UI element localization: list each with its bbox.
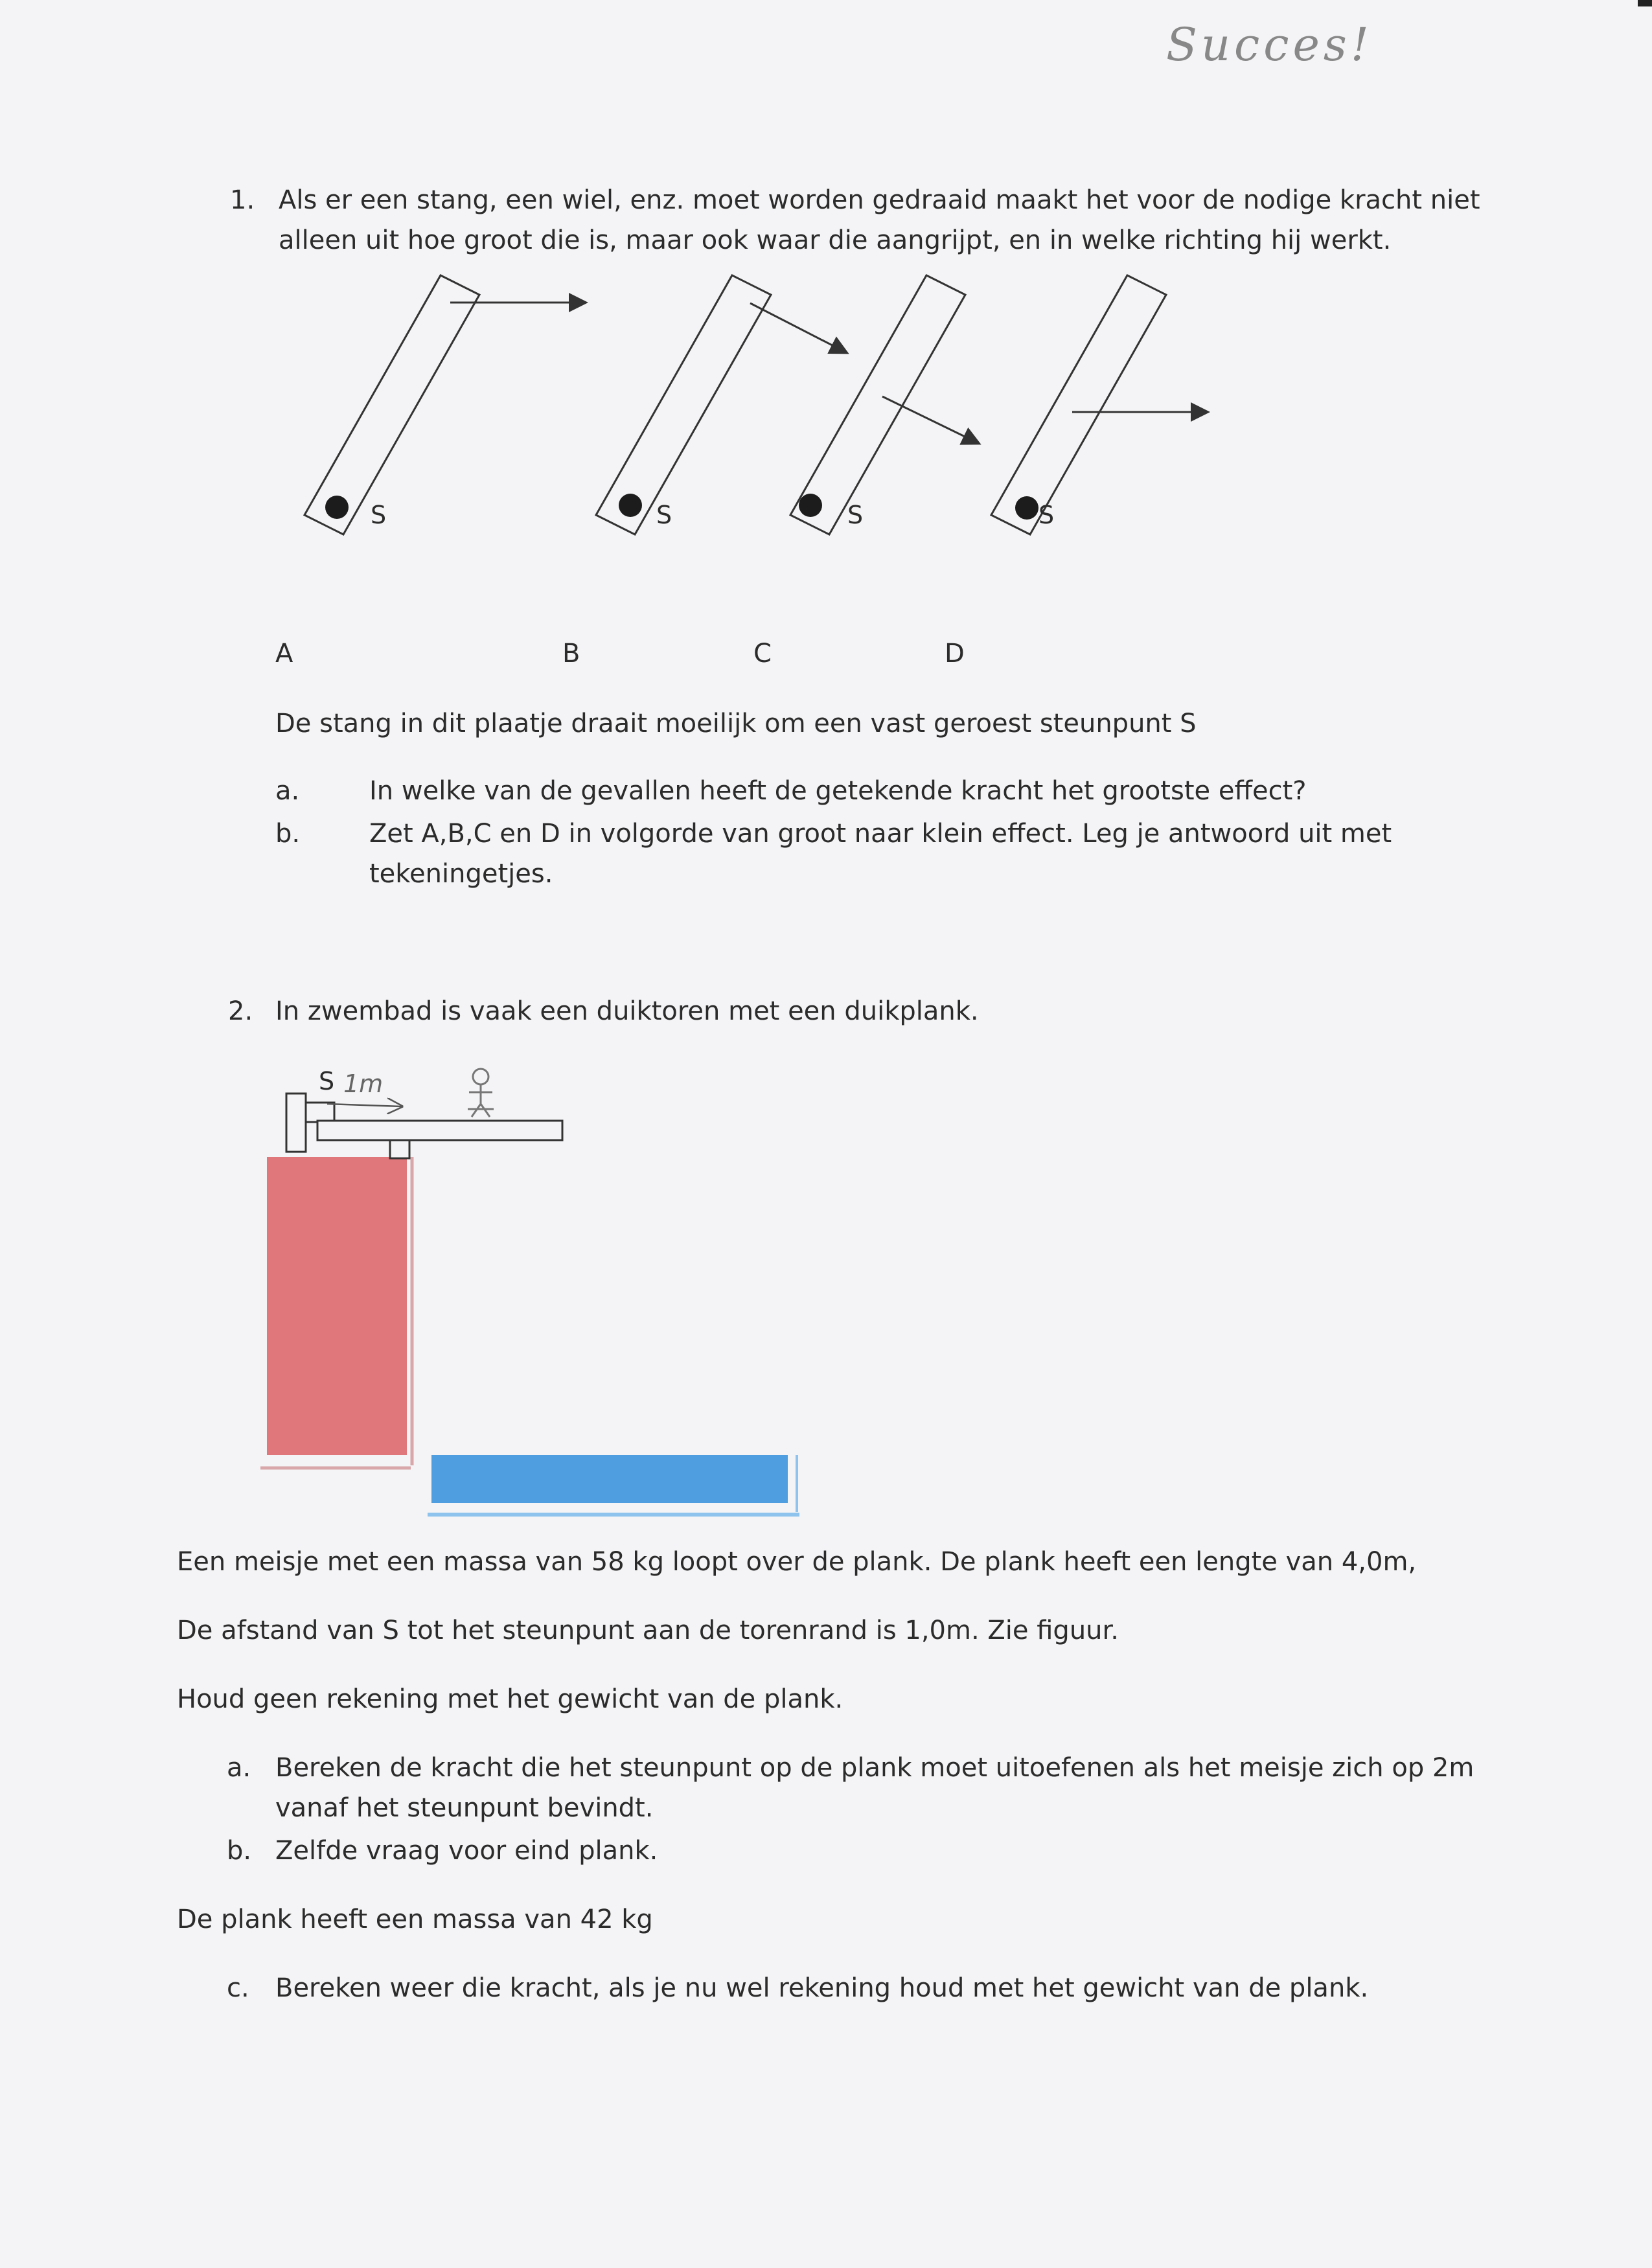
q1-item-b-text-line2: tekeningetjes. [369,859,553,889]
q1-intro-line2: alleen uit hoe groot die is, maar ook waar die aangrijpt, en in welke richting hij werkt. [279,225,1392,255]
q1-statement: De stang in dit plaatje draait moeilijk om een vast geroest steunpunt S [275,709,1197,739]
q2-item-b-line1: Zelfde vraag voor eind plank. [275,1836,658,1866]
q1-item-b-letter: b. [275,819,301,849]
force-arrow-c [882,396,980,444]
label-1m: 1m [343,1070,384,1098]
dimension-arrow [327,1104,402,1106]
q1-item-a-text: In welke van de gevallen heeft de getekende kracht het grootste effect? [369,776,1307,806]
pivot-d [1015,496,1038,520]
pivot-a [325,496,349,519]
case-label-b: B [562,639,580,669]
diving-tower-figure [0,1037,907,1542]
label-s: S [319,1067,335,1095]
pool [431,1455,788,1503]
case-label-c: C [753,639,772,669]
q2-paragraph-4: De plank heeft een massa van 42 kg [177,1905,653,1934]
support-edge [390,1140,409,1158]
q1-item-b-text-line1: Zet A,B,C en D in volgorde van groot naar klein effect. Leg je antwoord uit met [369,819,1392,849]
pivot-c [799,494,822,517]
pivot-b [619,494,642,517]
pivot-label-b: S [656,501,672,529]
q2-item-a-line1: Bereken de kracht die het steunpunt op de plank moet uitoefenen als het meisje zich op 2m [275,1753,1474,1783]
q1-intro-line1: Als er een stang, een wiel, enz. moet worden gedraaid maakt het voor de nodige kracht niet [279,185,1480,215]
bar-b [596,275,771,534]
pivot-label-d: S [1038,501,1055,529]
q2-item-a-line2: vanaf het steunpunt bevindt. [275,1793,654,1823]
q2-item-b-letter: b. [227,1836,252,1866]
q1-number: 1. [230,185,255,215]
lever-figure [0,0,1652,713]
girl-figure [468,1069,494,1117]
q2-item-c-letter: c. [227,1973,249,2003]
force-arrow-b [750,303,847,353]
q2-intro: In zwembad is vaak een duiktoren met een duikplank. [275,996,979,1026]
q2-number: 2. [228,996,253,1026]
q2-paragraph-1: Een meisje met een massa van 58 kg loopt over de plank. De plank heeft een lengte van 4,0m, [177,1547,1417,1577]
q2-item-a-letter: a. [227,1753,251,1783]
bar-a [304,275,479,534]
bar-d [991,275,1166,534]
q1-item-a-letter: a. [275,776,300,806]
pivot-label-c: S [847,501,864,529]
post-s [286,1094,306,1152]
case-label-a: A [275,639,293,669]
tower [267,1157,407,1455]
q2-item-c-line1: Bereken weer die kracht, als je nu wel rekening houd met het gewicht van de plank. [275,1973,1369,2003]
q2-paragraph-3: Houd geen rekening met het gewicht van de plank. [177,1684,843,1714]
handwritten-note: Succes! [1166,18,1373,71]
clamp-s [306,1103,334,1122]
diving-board [317,1121,562,1140]
case-label-d: D [945,639,965,669]
pivot-label-a: S [371,501,387,529]
q2-paragraph-2: De afstand van S tot het steunpunt aan de torenrand is 1,0m. Zie figuur. [177,1616,1119,1645]
